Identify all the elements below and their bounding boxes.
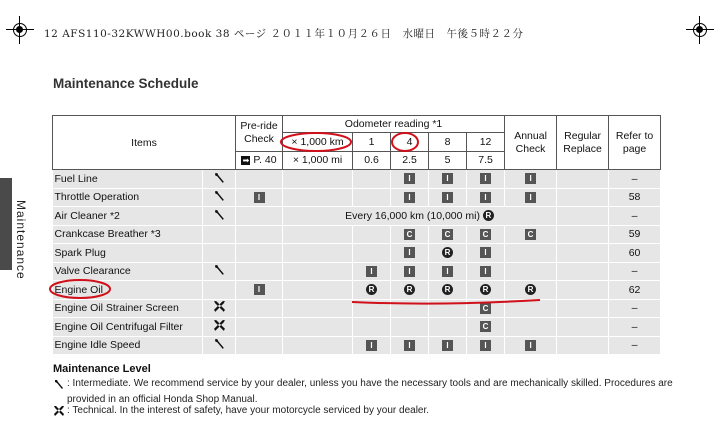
preride-cell — [236, 336, 283, 355]
odometer-cell — [467, 281, 505, 300]
inspect-badge: I — [442, 192, 453, 203]
replace-badge: R — [483, 210, 494, 221]
inspect-badge: I — [442, 340, 453, 351]
preride-page-ref: ➡ P. 40 — [236, 151, 283, 170]
schedule-row — [53, 170, 661, 189]
inspect-badge: I — [525, 340, 536, 351]
clean-badge: C — [480, 229, 491, 240]
schedule-row — [53, 336, 661, 355]
regular-cell — [557, 336, 609, 355]
item-name: Spark Plug — [53, 244, 203, 263]
annual-cell — [505, 281, 557, 300]
regular-cell — [557, 244, 609, 263]
schedule-row — [53, 207, 661, 226]
replace-badge: R — [442, 247, 453, 258]
odometer-cell — [467, 299, 505, 318]
mi-3: 5 — [429, 151, 467, 170]
unit-cell — [283, 299, 353, 318]
annual-cell — [505, 299, 557, 318]
km-12: 12 — [467, 133, 505, 152]
inspect-badge: I — [404, 192, 415, 203]
regular-header: Regular Replace — [557, 116, 609, 170]
schedule-row — [53, 281, 661, 300]
technical-icon — [213, 323, 226, 335]
page-cell: – — [609, 299, 661, 318]
item-name: Fuel Line — [53, 170, 203, 189]
page-cell: – — [609, 262, 661, 281]
legend-technical: : Technical. In the interest of safety, have your motorcycle serviced by your dealer. — [53, 405, 429, 421]
page-cell: 59 — [609, 225, 661, 244]
odometer-cell — [467, 318, 505, 337]
registration-mark-left — [6, 16, 34, 44]
wrench-icon — [213, 212, 226, 224]
annual-cell — [505, 170, 557, 189]
item-name: Engine Oil Strainer Screen — [53, 299, 203, 318]
annual-cell — [505, 244, 557, 263]
annual-cell — [505, 188, 557, 207]
odometer-cell — [391, 299, 429, 318]
odometer-cell — [391, 244, 429, 263]
inspect-badge: I — [480, 247, 491, 258]
maintenance-schedule-table — [52, 115, 661, 355]
page-cell: – — [609, 170, 661, 189]
interval-span-cell: Every 16,000 km (10,000 mi) R — [283, 207, 557, 226]
unit-cell — [283, 244, 353, 263]
regular-cell — [557, 225, 609, 244]
odometer-cell — [429, 336, 467, 355]
mi-2: 2.5 — [391, 151, 429, 170]
inspect-badge: I — [366, 340, 377, 351]
odometer-cell — [467, 170, 505, 189]
inspect-badge: I — [404, 340, 415, 351]
unit-cell — [283, 225, 353, 244]
legend-intermediate: : Intermediate. We recommend service by your dealer, unless you have the necessary tools and are mechanically skilled. Procedures are provided in an official Honda Shop Manual. — [53, 378, 673, 406]
odometer-cell — [467, 244, 505, 263]
inspect-badge: I — [404, 247, 415, 258]
schedule-row — [53, 299, 661, 318]
refer-header: Refer to page — [609, 116, 661, 170]
legend-title: Maintenance Level — [53, 363, 151, 375]
inspect-badge: I — [480, 192, 491, 203]
section-tab — [0, 178, 12, 270]
odometer-cell — [391, 262, 429, 281]
preride-cell — [236, 170, 283, 189]
odometer-cell — [429, 299, 467, 318]
schedule-row — [53, 318, 661, 337]
annual-cell — [505, 262, 557, 281]
odometer-cell — [467, 262, 505, 281]
clean-badge: C — [525, 229, 536, 240]
clean-badge: C — [404, 229, 415, 240]
level-cell — [203, 336, 236, 355]
registration-mark-right — [686, 16, 714, 44]
level-cell — [203, 262, 236, 281]
odometer-cell — [353, 244, 391, 263]
preride-cell — [236, 262, 283, 281]
regular-cell — [557, 170, 609, 189]
schedule-row — [53, 244, 661, 263]
item-name: Engine Oil Centrifugal Filter — [53, 318, 203, 337]
replace-badge: R — [442, 284, 453, 295]
page-arrow-icon: ➡ — [242, 156, 250, 166]
level-cell — [203, 281, 236, 300]
inspect-badge: I — [480, 340, 491, 351]
item-name: Engine Idle Speed — [53, 336, 203, 355]
page-cell: 62 — [609, 281, 661, 300]
page-cell: 58 — [609, 188, 661, 207]
unit-cell — [283, 336, 353, 355]
level-cell — [203, 318, 236, 337]
inspect-badge: I — [442, 173, 453, 184]
replace-badge: R — [525, 284, 536, 295]
regular-cell — [557, 262, 609, 281]
odometer-cell — [391, 188, 429, 207]
preride-header: Pre-ride Check — [236, 116, 283, 152]
odometer-cell — [391, 336, 429, 355]
technical-icon — [53, 405, 65, 421]
unit-cell — [283, 318, 353, 337]
wrench-icon — [213, 175, 226, 187]
annual-cell — [505, 336, 557, 355]
km-unit-label: × 1,000 km — [283, 133, 353, 152]
odometer-cell — [391, 170, 429, 189]
preride-cell — [236, 299, 283, 318]
schedule-row — [53, 225, 661, 244]
wrench-icon — [53, 378, 65, 394]
level-cell — [203, 207, 236, 226]
regular-cell — [557, 188, 609, 207]
wrench-icon — [213, 193, 226, 205]
odometer-cell — [467, 188, 505, 207]
unit-cell — [283, 170, 353, 189]
odometer-cell — [429, 262, 467, 281]
odometer-cell — [467, 225, 505, 244]
item-name: Valve Clearance — [53, 262, 203, 281]
page-cell: 60 — [609, 244, 661, 263]
replace-badge: R — [366, 284, 377, 295]
page-title: Maintenance Schedule — [53, 76, 199, 91]
inspect-badge: I — [254, 284, 265, 295]
schedule-row — [53, 262, 661, 281]
page-cell: – — [609, 336, 661, 355]
odometer-cell — [429, 170, 467, 189]
annual-cell — [505, 225, 557, 244]
regular-cell — [557, 281, 609, 300]
odometer-cell — [353, 262, 391, 281]
odometer-cell — [353, 299, 391, 318]
clean-badge: C — [442, 229, 453, 240]
preride-cell — [236, 281, 283, 300]
km-1: 1 — [353, 133, 391, 152]
inspect-badge: I — [442, 266, 453, 277]
odometer-cell — [429, 244, 467, 263]
items-header: Items — [53, 116, 236, 170]
replace-badge: R — [404, 284, 415, 295]
item-name: Air Cleaner *2 — [53, 207, 203, 226]
odometer-cell — [353, 188, 391, 207]
inspect-badge: I — [254, 192, 265, 203]
print-header: 12 AFS110-32KWWH00.book 38 ページ ２０１１年１０月２６日 水曜日 午後５時２２分 — [44, 28, 524, 40]
km-4: 4 — [391, 133, 429, 152]
preride-cell — [236, 188, 283, 207]
inspect-badge: I — [404, 266, 415, 277]
preride-cell — [236, 318, 283, 337]
replace-badge: R — [480, 284, 491, 295]
odometer-cell — [353, 281, 391, 300]
unit-cell — [283, 262, 353, 281]
preride-cell — [236, 207, 283, 226]
level-cell — [203, 225, 236, 244]
regular-cell — [557, 318, 609, 337]
inspect-badge: I — [480, 173, 491, 184]
item-name: Throttle Operation — [53, 188, 203, 207]
odometer-cell — [429, 188, 467, 207]
odometer-cell — [391, 281, 429, 300]
level-cell — [203, 299, 236, 318]
technical-icon — [213, 304, 226, 316]
odometer-cell — [467, 336, 505, 355]
wrench-icon — [213, 267, 226, 279]
odometer-cell — [353, 225, 391, 244]
unit-cell — [283, 281, 353, 300]
inspect-badge: I — [525, 192, 536, 203]
level-cell — [203, 170, 236, 189]
clean-badge: C — [480, 303, 491, 314]
mi-4: 7.5 — [467, 151, 505, 170]
odometer-cell — [391, 318, 429, 337]
clean-badge: C — [480, 321, 491, 332]
regular-cell — [557, 207, 609, 226]
page-cell: – — [609, 318, 661, 337]
odometer-header: Odometer reading *1 — [283, 116, 505, 133]
level-cell — [203, 244, 236, 263]
regular-cell — [557, 299, 609, 318]
odometer-cell — [391, 225, 429, 244]
inspect-badge: I — [404, 173, 415, 184]
km-8: 8 — [429, 133, 467, 152]
preride-cell — [236, 244, 283, 263]
mi-1: 0.6 — [353, 151, 391, 170]
annual-header: Annual Check — [505, 116, 557, 170]
odometer-cell — [429, 318, 467, 337]
section-label: Maintenance — [14, 200, 28, 280]
level-cell — [203, 188, 236, 207]
inspect-badge: I — [366, 266, 377, 277]
item-name: Engine Oil — [53, 281, 203, 300]
inspect-badge: I — [525, 173, 536, 184]
odometer-cell — [353, 336, 391, 355]
mi-unit-label: × 1,000 mi — [283, 151, 353, 170]
item-name: Crankcase Breather *3 — [53, 225, 203, 244]
wrench-icon — [213, 341, 226, 353]
odometer-cell — [429, 225, 467, 244]
odometer-cell — [353, 318, 391, 337]
page-cell: – — [609, 207, 661, 226]
unit-cell — [283, 188, 353, 207]
inspect-badge: I — [480, 266, 491, 277]
preride-cell — [236, 225, 283, 244]
annual-cell — [505, 318, 557, 337]
odometer-cell — [353, 170, 391, 189]
schedule-row — [53, 188, 661, 207]
odometer-cell — [429, 281, 467, 300]
